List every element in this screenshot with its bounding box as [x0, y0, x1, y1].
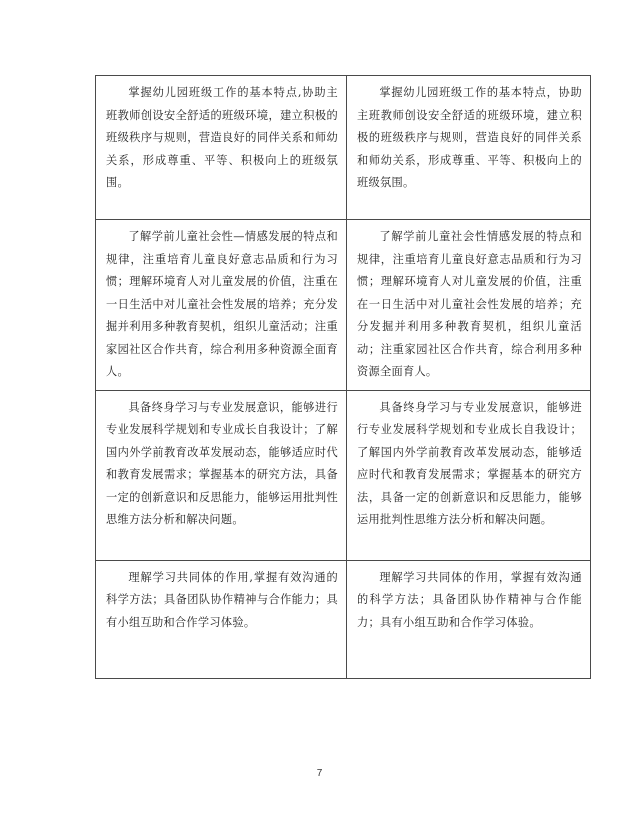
table-cell-left: 理解学习共同体的作用,掌握有效沟通的科学方法；具备团队协作精神与合作能力；具有小组互助和合作学习体验。 [96, 560, 347, 678]
table-cell-left: 了解学前儿童社会性—情感发展的特点和规律，注重培育儿童良好意志品质和行为习惯；理解环境育人对儿童发展的价值，注重在一日生活中对儿童社会性发展的培养；充分发掘并利用多种教育契机，组织儿童活动；注重家园社区合作共育，综合利用多种资源全面育人。 [96, 220, 347, 391]
table-row [96, 220, 591, 391]
table-cell-right: 了解学前儿童社会性情感发展的特点和规律，注重培育儿童良好意志品质和行为习惯；理解环境育人对儿童发展的价值，注重在一日生活中对儿童社会性发展的培养；充分发掘并利用多种教育契机，组织儿童活动；注重家园社区合作共育，综合利用多种资源全面育人。 [347, 220, 591, 391]
requirements-table [95, 75, 591, 679]
table-row [96, 76, 591, 220]
table-cell-left: 掌握幼儿园班级工作的基本特点,协助主班教师创设安全舒适的班级环境，建立积极的班级秩序与规则，营造良好的同伴关系和师幼关系，形成尊重、平等、积极向上的班级氛围。 [96, 76, 347, 220]
table-cell-right: 掌握幼儿园班级工作的基本特点，协助主班教师创设安全舒适的班级环境，建立积极的班级秩序与规则，营造良好的同伴关系和师幼关系，形成尊重、平等、积极向上的班级氛围。 [347, 76, 591, 220]
table-row [96, 390, 591, 560]
table-cell-right: 具备终身学习与专业发展意识，能够进行专业发展科学规划和专业成长自我设计；了解国内外学前教育改革发展动态，能够适应时代和教育发展需求；掌握基本的研究方法，具备一定的创新意识和反思能力，能够运用批判性思维方法分析和解决问题。 [347, 390, 591, 560]
table-cell-left: 具备终身学习与专业发展意识，能够进行专业发展科学规划和专业成长自我设计；了解国内外学前教育改革发展动态，能够适应时代和教育发展需求；掌握基本的研究方法，具备一定的创新意识和反思能力，能够运用批判性思维方法分析和解决问题。 [96, 390, 347, 560]
page-number: 7 [316, 768, 323, 779]
table-cell-right: 理解学习共同体的作用，掌握有效沟通的科学方法；具备团队协作精神与合作能力；具有小组互助和合作学习体验。 [347, 560, 591, 678]
table-row [96, 560, 591, 678]
